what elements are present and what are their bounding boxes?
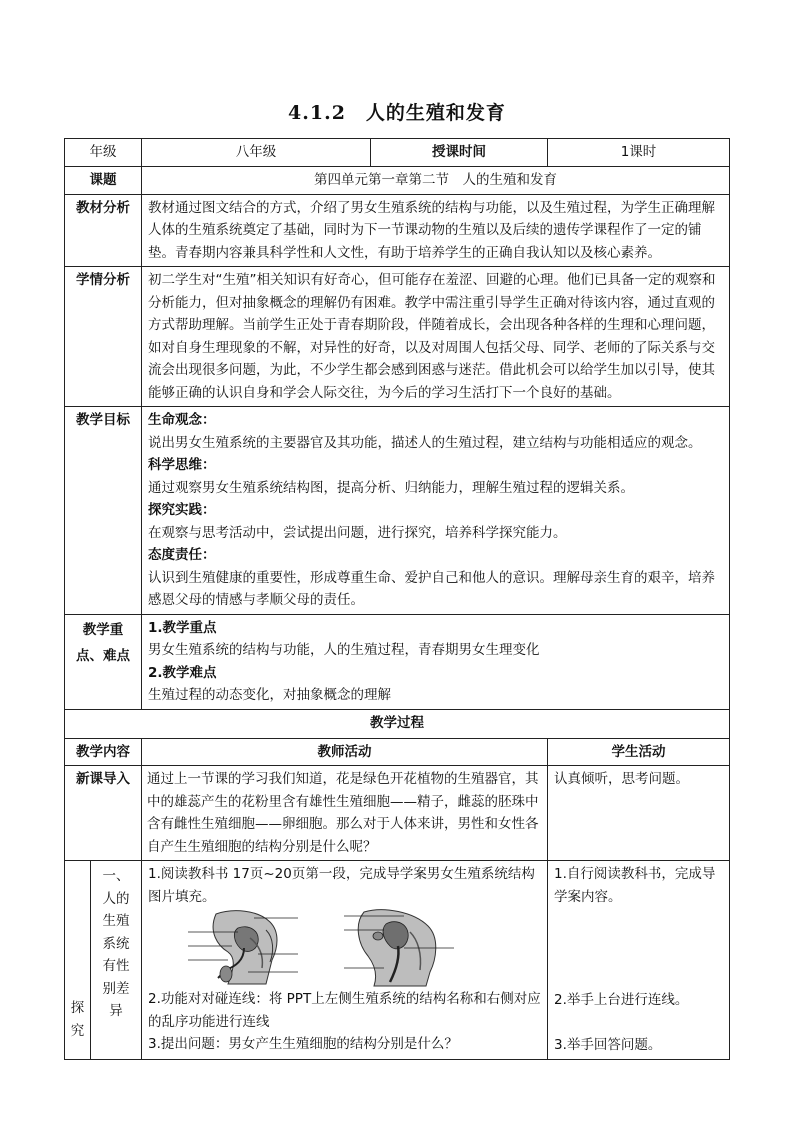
- key-points-text: 男女生殖系统的结构与功能，人的生殖过程，青春期男女生理变化: [148, 642, 540, 658]
- objective-text: 说出男女生殖系统的主要器官及其功能，描述人的生殖过程，建立结构与功能相适应的观念。: [148, 434, 702, 451]
- objective-text: 认识到生殖健康的重要性，形成尊重生命、爱护自己和他人的意识。理解母亲生育的艰辛，培养感恩父母的情感与孝顺父母的责任。: [148, 569, 715, 608]
- difficult-points-text: 生殖过程的动态变化，对抽象概念的理解: [148, 687, 391, 703]
- row-textbook-analysis: [65, 194, 730, 267]
- col-header-teacher: 教师活动: [142, 738, 548, 766]
- key-points-heading: 1.教学重点: [148, 619, 217, 636]
- explore-section-label: 一、 人的 生殖 系统 有性 别差 异: [91, 861, 142, 1060]
- objectives-label: 教学目标: [65, 407, 142, 615]
- topic-value: 第四单元第一章第二节 人的生殖和发育: [142, 167, 730, 195]
- objective-heading: 科学思维：: [148, 457, 216, 473]
- page-title: 4.1.2 人的生殖和发育: [288, 102, 506, 124]
- row-intro: [65, 766, 730, 861]
- key-points-content: [142, 614, 730, 709]
- student-analysis-label: 学情分析: [65, 267, 142, 407]
- grade-label: 年级: [65, 139, 142, 167]
- col-header-student: 学生活动: [548, 738, 730, 766]
- explore-student-step-1: 1.自行阅读教科书，完成导学案内容。: [554, 866, 716, 905]
- intro-teacher-text: 通过上一节课的学习我们知道，花是绿色开花植物的生殖器官，其中的雄蕊产生的花粉里含有雄性生殖细胞——精子，雌蕊的胚珠中含有雌性生殖细胞——卵细胞。那么对于人体来讲，男性和女性各自产生生殖细胞的结构分别是什么呢？: [142, 766, 548, 861]
- explore-teacher-activity: [142, 861, 548, 1060]
- row-grade: [65, 139, 730, 167]
- col-header-content: 教学内容: [65, 738, 142, 766]
- objective-text: 通过观察男女生殖系统结构图，提高分析、归纳能力，理解生殖过程的逻辑关系。: [148, 479, 634, 496]
- key-points-label: 教学重点、难点: [65, 614, 142, 709]
- class-time-label: 授课时间: [371, 139, 548, 167]
- row-process-header: [65, 738, 730, 766]
- row-objectives: [65, 407, 730, 615]
- female-reproductive-diagram: [344, 908, 454, 988]
- explore-teacher-step-1: 1.阅读教科书 17页~20页第一段，完成导学案男女生殖系统结构图片填充。: [148, 866, 535, 905]
- textbook-analysis-label: 教材分析: [65, 194, 142, 267]
- objective-heading: 态度责任：: [148, 547, 216, 563]
- row-explore: [65, 861, 730, 1060]
- objectives-content: [142, 407, 730, 615]
- difficult-points-heading: 2.教学难点: [148, 664, 217, 681]
- explore-student-step-3: 3.举手回答问题。: [554, 1037, 662, 1053]
- explore-teacher-step-2: 2.功能对对碰连线：将 PPT上左侧生殖系统的结构名称和右侧对应的乱序功能进行连线: [148, 991, 541, 1030]
- reproductive-system-figures: [148, 908, 541, 988]
- objective-text: 在观察与思考活动中，尝试提出问题，进行探究，培养科学探究能力。: [148, 524, 567, 541]
- topic-label: 课题: [65, 167, 142, 195]
- objective-heading: 生命观念：: [148, 412, 216, 428]
- student-analysis-text: 初二学生对“生殖”相关知识有好奇心，但可能存在羞涩、回避的心理。他们已具备一定的观察和分析能力，但对抽象概念的理解仍有困难。教学中需注重引导学生正确对待该内容，通过直观的方式帮助理解。当前学生正处于青春期阶段，伴随着成长，会出现各种各样的生理和心理问题，如对自身生理现象的不解，对异性的好奇，以及对周围人包括父母、同学、老师的了际关系与交流会出现很多问题，为此，不少学生都会感到困惑与迷茫。借此机会可以给学生加以引导，使其能够正确的认识自身和学会人际交往，为今后的学习生活打下一个良好的基础。: [142, 267, 730, 407]
- explore-label: 探 究: [65, 861, 91, 1060]
- grade-value: 八年级: [142, 139, 371, 167]
- male-reproductive-diagram: [188, 908, 298, 988]
- row-key-points: [65, 614, 730, 709]
- explore-student-step-2: 2.举手上台进行连线。: [554, 992, 689, 1008]
- textbook-analysis-text: 教材通过图文结合的方式，介绍了男女生殖系统的结构与功能，以及生殖过程，为学生正确理解人体的生殖系统奠定了基础，同时为下一节课动物的生殖以及后续的遗传学课程作了一定的铺垫。青春期内容兼具科学性和人文性，有助于培养学生的正确自我认知以及核心素养。: [142, 194, 730, 267]
- intro-label: 新课导入: [65, 766, 142, 861]
- row-student-analysis: [65, 267, 730, 407]
- explore-student-activity: [548, 861, 730, 1060]
- lesson-plan-table: [64, 138, 730, 1060]
- row-process-title: [65, 709, 730, 738]
- class-time-value: 1课时: [548, 139, 730, 167]
- row-topic: [65, 167, 730, 195]
- intro-student-text: 认真倾听，思考问题。: [548, 766, 730, 861]
- objective-heading: 探究实践：: [148, 502, 216, 518]
- process-title: 教学过程: [65, 709, 730, 738]
- explore-teacher-step-3: 3.提出问题：男女产生生殖细胞的结构分别是什么？: [148, 1036, 458, 1052]
